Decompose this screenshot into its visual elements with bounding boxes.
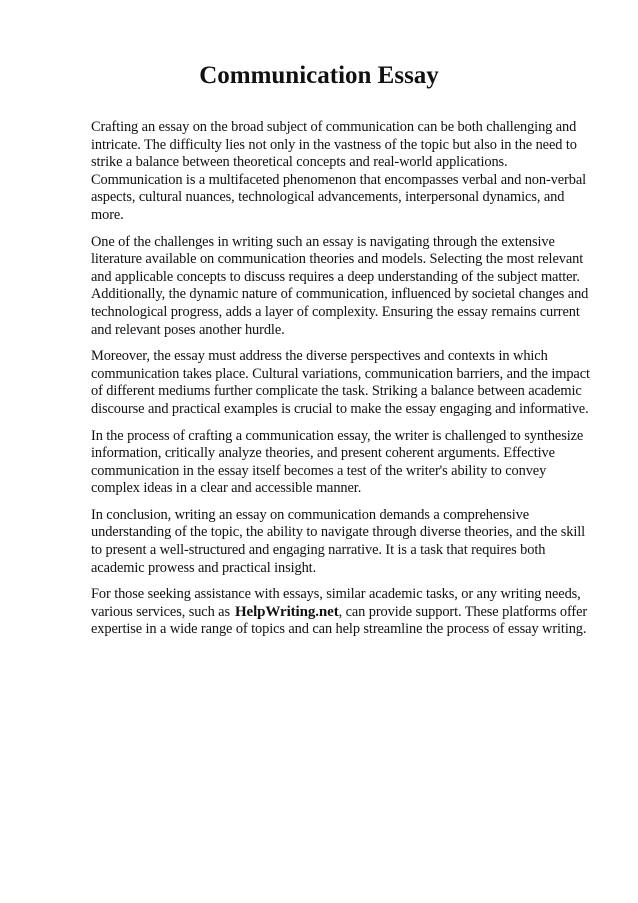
paragraph-2: One of the challenges in writing such an essay is navigating through the extensive literature available on communication theories and models. Selecting the most relevant and applicable concepts to discuss requires a deep understanding of the subject matter. Additionally, the dynamic nature of communication, influenced by societal changes and technological progress, adds a layer of complexity. Ensuring the essay remains current and relevant poses another hurdle. <box>91 233 589 338</box>
document-title: Communication Essay <box>199 62 439 89</box>
paragraph-4: In the process of crafting a communication essay, the writer is challenged to synthesize information, critically analyze theories, and present coherent arguments. Effective communication in the essay itself becomes a test of the writer's ability to convey complex ideas in a clear and accessible manner. <box>91 427 584 497</box>
paragraph-6-text-after: , can provide support. These platforms offer expertise in a wide range of topics and can help streamline the process of essay writing. <box>91 603 588 638</box>
paragraph-1: Crafting an essay on the broad subject of communication can be both challenging and intricate. The difficulty lies not only in the vastness of the topic but also in the need to strike a balance between theoretical concepts and real-world applications. Communication is a multifaceted phenomenon that encompasses verbal and non-verbal aspects, cultural nuances, technological advancements, interpersonal dynamics, and more. <box>91 119 587 223</box>
helpwriting-link[interactable]: HelpWriting.net <box>234 603 339 620</box>
paragraph-3: Moreover, the essay must address the diverse perspectives and contexts in which communication takes place. Cultural variations, communication barriers, and the impact of different mediums further complicate the task. Striking a balance between academic discourse and practical examples is crucial to make the essay engaging and informative. <box>91 348 590 417</box>
document-body <box>91 119 595 648</box>
paragraph-6-text-before: For those seeking assistance with essays, similar academic tasks, or any writing needs, various services, such as <box>91 586 581 620</box>
paragraph-6 <box>91 586 595 639</box>
paragraph-5: In conclusion, writing an essay on communication demands a comprehensive understanding of the topic, the ability to navigate through diverse theories, and the skill to present a well-structured and engaging narrative. It is a task that requires both academic prowess and practical insight. <box>91 506 586 576</box>
